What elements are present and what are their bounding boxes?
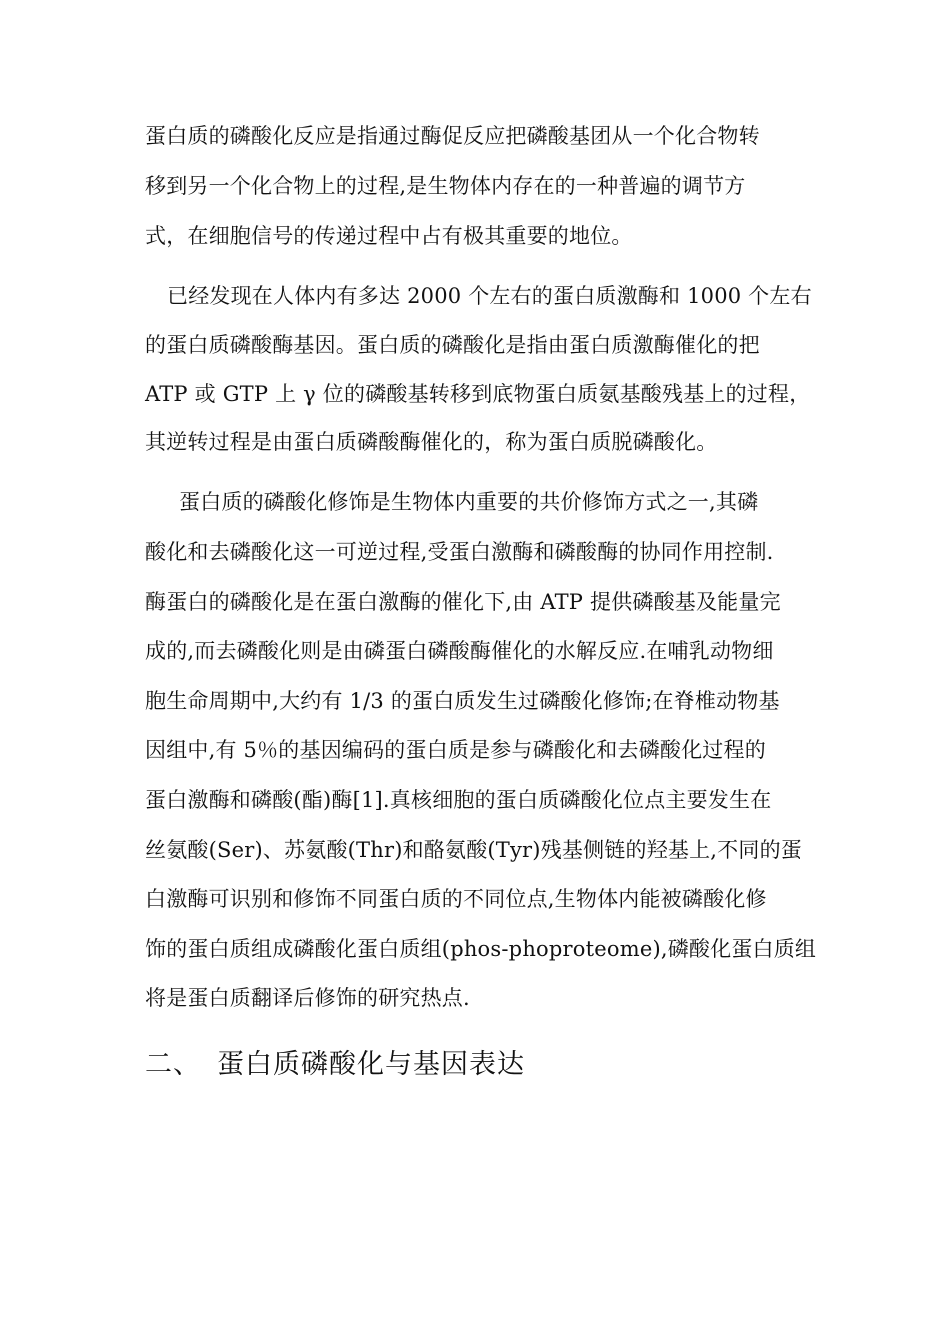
paragraph-line: 式，在细胞信号的传递过程中占有极其重要的地位。 bbox=[145, 224, 633, 248]
paragraph-line: 胞生命周期中,大约有 1/3 的蛋白质发生过磷酸化修饰;在脊椎动物基 bbox=[145, 689, 780, 713]
paragraph-line: 移到另一个化合物上的过程,是生物体内存在的一种普遍的调节方 bbox=[145, 174, 746, 198]
paragraph-line: 丝氨酸(Ser)、苏氨酸(Thr)和酪氨酸(Tyr)残基侧链的羟基上,不同的蛋 bbox=[145, 838, 802, 862]
paragraph-line: ATP 或 GTP 上 γ 位的磷酸基转移到底物蛋白质氨基酸残基上的过程， bbox=[145, 382, 811, 406]
paragraph-line: 因组中,有 5％的基因编码的蛋白质是参与磷酸化和去磷酸化过程的 bbox=[145, 738, 766, 762]
paragraph-line: 蛋白质的磷酸化反应是指通过酶促反应把磷酸基团从一个化合物转 bbox=[145, 124, 760, 148]
paragraph-line: 的蛋白质磷酸酶基因。蛋白质的磷酸化是指由蛋白质激酶催化的把 bbox=[145, 333, 760, 357]
section-title: 蛋白质磷酸化与基因表达 bbox=[217, 1049, 525, 1080]
paragraph-line: 饰的蛋白质组成磷酸化蛋白质组(phos-phoproteome),磷酸化蛋白质组 bbox=[145, 937, 817, 961]
paragraph-line: 酸化和去磷酸化这一可逆过程,受蛋白激酶和磷酸酶的协同作用控制. bbox=[145, 540, 774, 564]
paragraph-line: 酶蛋白的磷酸化是在蛋白激酶的催化下,由 ATP 提供磷酸基及能量完 bbox=[145, 590, 781, 614]
section-heading bbox=[145, 1047, 525, 1083]
paragraph-line: 蛋白激酶和磷酸(酯)酶[1].真核细胞的蛋白质磷酸化位点主要发生在 bbox=[145, 788, 772, 812]
paragraph-line: 其逆转过程是由蛋白质磷酸酶催化的，称为蛋白质脱磷酸化。 bbox=[145, 430, 718, 454]
section-number: 二、 bbox=[145, 1049, 201, 1080]
paragraph-line: 已经发现在人体内有多达 2000 个左右的蛋白质激酶和 1000 个左右 bbox=[167, 284, 812, 308]
paragraph-line: 白激酶可识别和修饰不同蛋白质的不同位点,生物体内能被磷酸化修 bbox=[145, 887, 767, 911]
paragraph-line: 蛋白质的磷酸化修饰是生物体内重要的共价修饰方式之一,其磷 bbox=[179, 490, 759, 514]
paragraph-line: 将是蛋白质翻译后修饰的研究热点. bbox=[145, 986, 470, 1010]
paragraph-line: 成的,而去磷酸化则是由磷蛋白磷酸酶催化的水解反应.在哺乳动物细 bbox=[145, 639, 774, 663]
